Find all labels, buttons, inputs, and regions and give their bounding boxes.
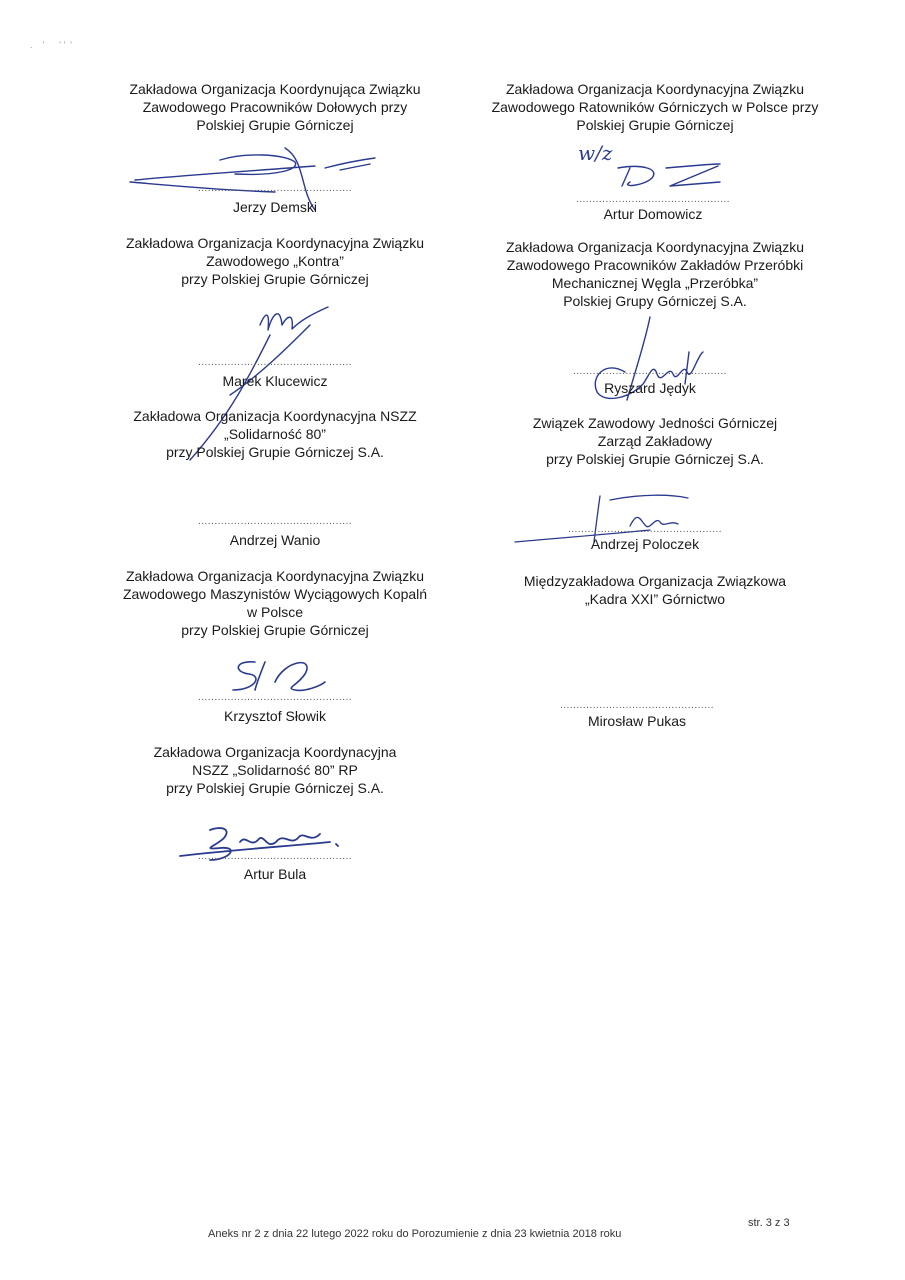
- signer-name: Andrzej Wanio: [229, 532, 321, 548]
- org-name-block: [465, 572, 845, 608]
- handwritten-signature: [570, 138, 730, 198]
- signer-name: Artur Bula: [243, 866, 307, 882]
- org-line: Polskiej Grupy Górniczej S.A.: [563, 293, 747, 309]
- org-line: w Polsce: [246, 604, 304, 620]
- org-line: przy Polskiej Grupie Górniczej S.A.: [546, 451, 764, 467]
- org-line: NSZZ „Solidarność 80” RP: [192, 762, 358, 778]
- org-line: Zakładowa Organizacja Koordynacyjna Związku: [505, 239, 805, 255]
- org-line: Zakładowa Organizacja Koordynacyjna: [153, 744, 397, 760]
- org-line: „Kadra XXI” Górnictwo: [584, 591, 726, 607]
- org-name-block: [90, 234, 460, 288]
- signature-line: ...............................................: [197, 357, 353, 368]
- footer-annex-reference: Aneks nr 2 z dnia 22 lutego 2022 roku do Porozumienie z dnia 23 kwietnia 2018 roku: [208, 1228, 622, 1240]
- org-name-block: [465, 414, 845, 468]
- org-name-block: [90, 80, 460, 134]
- org-line: Polskiej Grupie Górniczej: [576, 117, 734, 133]
- org-line: Zawodowego Pracowników Zakładów Przeróbki: [506, 257, 804, 273]
- org-line: Międzyzakładowa Organizacja Związkowa: [523, 573, 787, 589]
- scan-specks: . ' ' ' ': [30, 40, 72, 50]
- org-line: Zarząd Zakładowy: [597, 433, 713, 449]
- org-name-block: [90, 407, 460, 461]
- signature-line: ...............................................: [572, 366, 728, 377]
- org-line: Zakładowa Organizacja Koordynacyjna Związku: [505, 81, 805, 97]
- org-name-block: [90, 567, 460, 639]
- org-line: „Solidarność 80”: [224, 426, 326, 442]
- org-line: Zawodowego „Kontra”: [206, 253, 344, 269]
- signature-line: ...............................................: [197, 183, 353, 194]
- signer-name: Artur Domowicz: [603, 206, 703, 222]
- org-line: Zakładowa Organizacja Koordynacyjna Związku: [125, 235, 425, 251]
- signature-line: ...............................................: [567, 524, 723, 535]
- handwritten-signature: [585, 312, 715, 412]
- org-line: przy Polskiej Grupie Górniczej S.A.: [166, 780, 384, 796]
- signature-line: ...............................................: [197, 692, 353, 703]
- signer-name: Mirosław Pukas: [587, 713, 687, 729]
- org-line: przy Polskiej Grupie Górniczej S.A.: [166, 444, 384, 460]
- signer-name: Jerzy Demski: [232, 199, 317, 215]
- org-line: Związek Zawodowy Jedności Górniczej: [532, 415, 778, 431]
- signature-line: ...............................................: [197, 851, 353, 862]
- org-line: Zawodowego Ratowników Górniczych w Polsce przy: [491, 99, 819, 115]
- org-name-block: [465, 238, 845, 310]
- org-line: Zawodowego Pracowników Dołowych przy: [142, 99, 408, 115]
- signature-line: ...............................................: [559, 700, 715, 711]
- org-line: Zakładowa Organizacja Koordynująca Związku: [129, 81, 421, 97]
- signature-line: ...............................................: [197, 516, 353, 527]
- org-line: Zakładowa Organizacja Koordynacyjna Związku: [125, 568, 425, 584]
- org-line: przy Polskiej Grupie Górniczej: [181, 271, 369, 287]
- org-line: Polskiej Grupie Górniczej: [196, 117, 354, 133]
- page-number: str. 3 z 3: [748, 1217, 790, 1229]
- handwritten-signature: [225, 652, 335, 697]
- org-line: przy Polskiej Grupie Górniczej: [181, 622, 369, 638]
- signer-name: Andrzej Poloczek: [590, 536, 700, 552]
- signature-line: ...............................................: [575, 194, 731, 205]
- org-line: Zakładowa Organizacja Koordynacyjna NSZZ: [133, 408, 417, 424]
- org-line: Zawodowego Maszynistów Wyciągowych Kopalń: [122, 586, 428, 602]
- signer-name: Marek Klucewicz: [222, 373, 328, 389]
- signer-name: Ryszard Jędyk: [604, 380, 696, 396]
- handwritten-note: w/z: [578, 141, 613, 165]
- org-name-block: [90, 743, 460, 797]
- org-line: Mechanicznej Węgla „Przeróbka”: [551, 275, 759, 291]
- org-name-block: [465, 80, 845, 134]
- signer-name: Krzysztof Słowik: [224, 708, 326, 724]
